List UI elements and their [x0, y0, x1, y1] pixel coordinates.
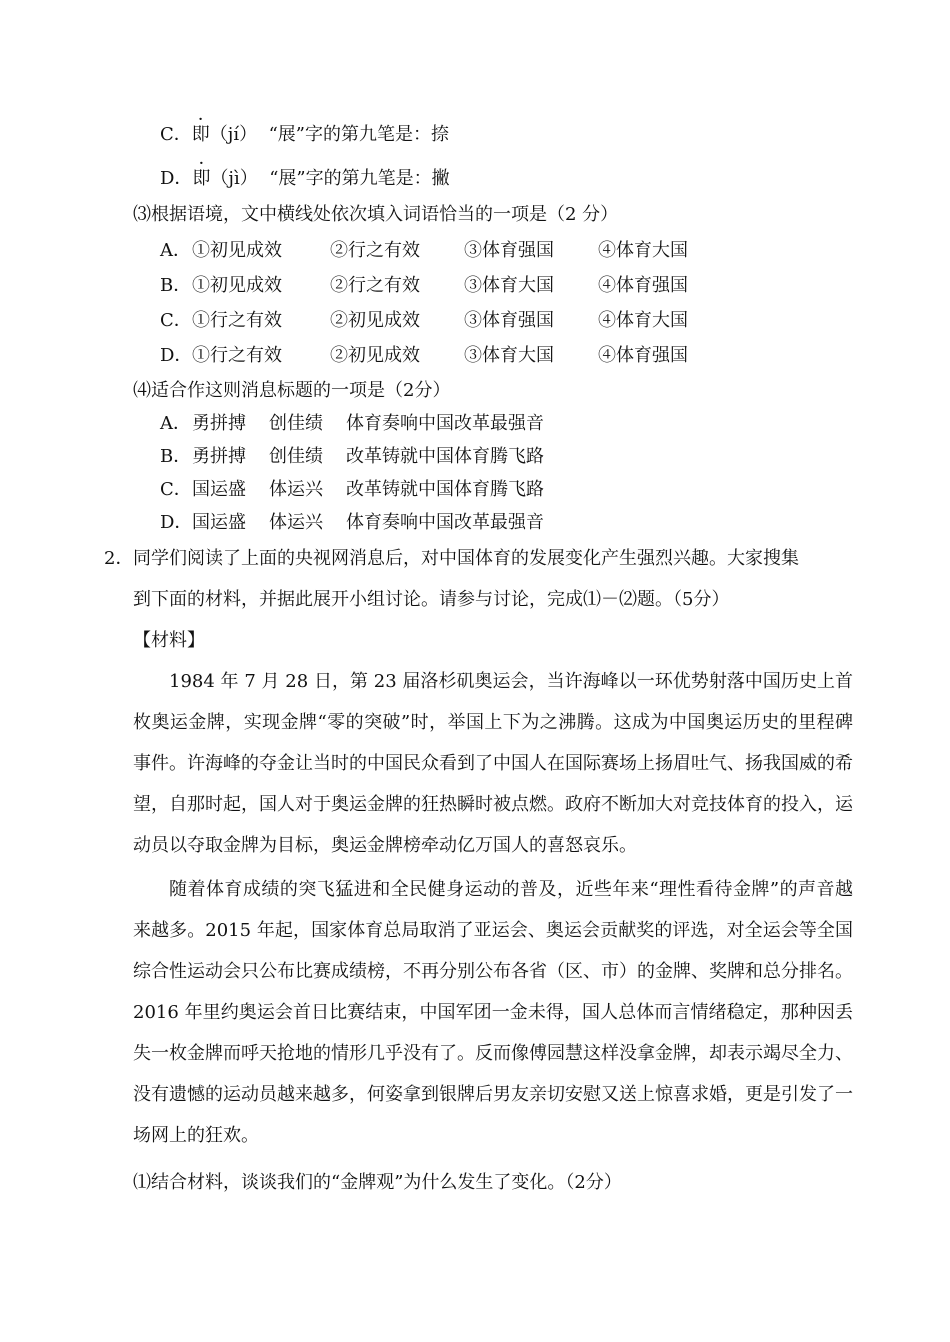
option-text: “展”字的第九笔是：撇 — [269, 168, 450, 189]
option-letter: D． — [160, 512, 193, 533]
blank-3: ③体育强国 — [464, 310, 554, 331]
option-letter: B． — [160, 446, 192, 467]
material-paragraph-2: 随着体育成绩的突飞猛进和全民健身运动的普及，近些年来“理性看待金牌”的声音越来越多。2015 年起，国家体育总局取消了亚运会、奥运会贡献奖的评选，对全运会等全国综合性运动会只公布比赛成绩榜，不再分别公布各省（区、市）的金牌、奖牌和总分排名。2016 年里约奥运会首日比赛结束，中国军团一金未得，国人总体而言情绪稳定，那种因丢失一枚金牌而呼天抢地的情形几乎没有了。反而像傅园慧这样没拿金牌，却表示竭尽全力、没有遗憾的运动员越来越多，何姿拿到银牌后男友亲切安慰又送上惊喜求婚，更是引发了一场网上的狂欢。 — [133, 879, 853, 1146]
title-part-3: 改革铸就中国体育腾飞路 — [346, 479, 544, 500]
blank-3: ③体育大国 — [464, 275, 554, 296]
blank-1: ①初见成效 — [192, 275, 282, 296]
option-text: “展”字的第九笔是：捺 — [268, 124, 449, 145]
blank-1: ①初见成效 — [192, 240, 282, 261]
title-part-1: 国运盛 — [192, 512, 246, 533]
q2-intro-line-1: 同学们阅读了上面的央视网消息后，对中国体育的发展变化产生强烈兴趣。大家搜集 — [133, 548, 799, 569]
blank-2: ②初见成效 — [330, 345, 420, 366]
q3-option-a[interactable] — [160, 239, 688, 263]
q1-option-c[interactable] — [160, 123, 449, 147]
option-letter: C． — [160, 310, 192, 331]
title-part-2: 体运兴 — [269, 512, 323, 533]
title-part-1: 国运盛 — [192, 479, 246, 500]
material-heading: 【材料】 — [133, 630, 205, 651]
blank-2: ②初见成效 — [330, 310, 420, 331]
pinyin: （jí） — [209, 124, 258, 145]
option-letter: D． — [160, 345, 193, 366]
option-letter: D． — [160, 168, 193, 189]
title-part-2: 创佳绩 — [269, 413, 323, 434]
blank-4: ④体育强国 — [598, 345, 688, 366]
option-letter: A． — [160, 240, 191, 261]
q4-option-a[interactable] — [160, 412, 544, 436]
option-letter: C． — [160, 479, 192, 500]
title-part-2: 体运兴 — [269, 479, 323, 500]
title-part-1: 勇拼搏 — [192, 413, 246, 434]
title-part-3: 改革铸就中国体育腾飞路 — [346, 446, 544, 467]
blank-4: ④体育大国 — [598, 310, 688, 331]
blank-1: ①行之有效 — [192, 345, 282, 366]
q2-intro-line-2: 到下面的材料，并据此展开小组讨论。请参与讨论，完成⑴－⑵题。（5分） — [133, 589, 730, 610]
blank-3: ③体育强国 — [464, 240, 554, 261]
blank-2: ②行之有效 — [330, 240, 420, 261]
q4-option-c[interactable] — [160, 478, 544, 502]
q2-sub-question-1: ⑴结合材料，谈谈我们的“金牌观”为什么发生了变化。（2分） — [133, 1172, 622, 1193]
blank-2: ②行之有效 — [330, 275, 420, 296]
material-paragraph-1: 1984 年 7 月 28 日，第 23 届洛杉矶奥运会，当许海峰以一环优势射落中国历史上首枚奥运金牌，实现金牌“零的突破”时，举国上下为之沸腾。这成为中国奥运历史的里程碑事件。许海峰的夺金让当时的中国民众看到了中国人在国际赛场上扬眉吐气、扬我国威的希望，自那时起，国人对于奥运金牌的狂热瞬时被点燃。政府不断加大对竞技体育的投入，运动员以夺取金牌为目标，奥运金牌榜牵动亿万国人的喜怒哀乐。 — [133, 671, 853, 856]
pinyin: （jì） — [210, 168, 258, 189]
title-part-1: 勇拼搏 — [192, 446, 246, 467]
q3-option-b[interactable] — [160, 274, 688, 298]
option-letter: C． — [160, 124, 192, 145]
q3-option-c[interactable] — [160, 309, 688, 333]
dotted-char: 即 — [192, 168, 211, 189]
blank-4: ④体育强国 — [598, 275, 688, 296]
q2-number: 2． — [104, 548, 134, 569]
title-part-3: 体育奏响中国改革最强音 — [346, 413, 544, 434]
blank-1: ①行之有效 — [192, 310, 282, 331]
title-part-3: 体育奏响中国改革最强音 — [346, 512, 544, 533]
blank-3: ③体育大国 — [464, 345, 554, 366]
option-letter: B． — [160, 275, 192, 296]
q3-option-d[interactable] — [160, 344, 688, 368]
q4-stem: ⑷适合作这则消息标题的一项是（2分） — [133, 380, 451, 401]
q4-option-d[interactable] — [160, 511, 544, 535]
option-letter: A． — [160, 413, 191, 434]
blank-4: ④体育大国 — [598, 240, 688, 261]
title-part-2: 创佳绩 — [269, 446, 323, 467]
q1-option-d[interactable] — [160, 167, 450, 191]
dotted-char: 即 — [191, 124, 210, 145]
q3-stem: ⑶根据语境，文中横线处依次填入词语恰当的一项是（2 分） — [133, 204, 619, 225]
q4-option-b[interactable] — [160, 445, 544, 469]
